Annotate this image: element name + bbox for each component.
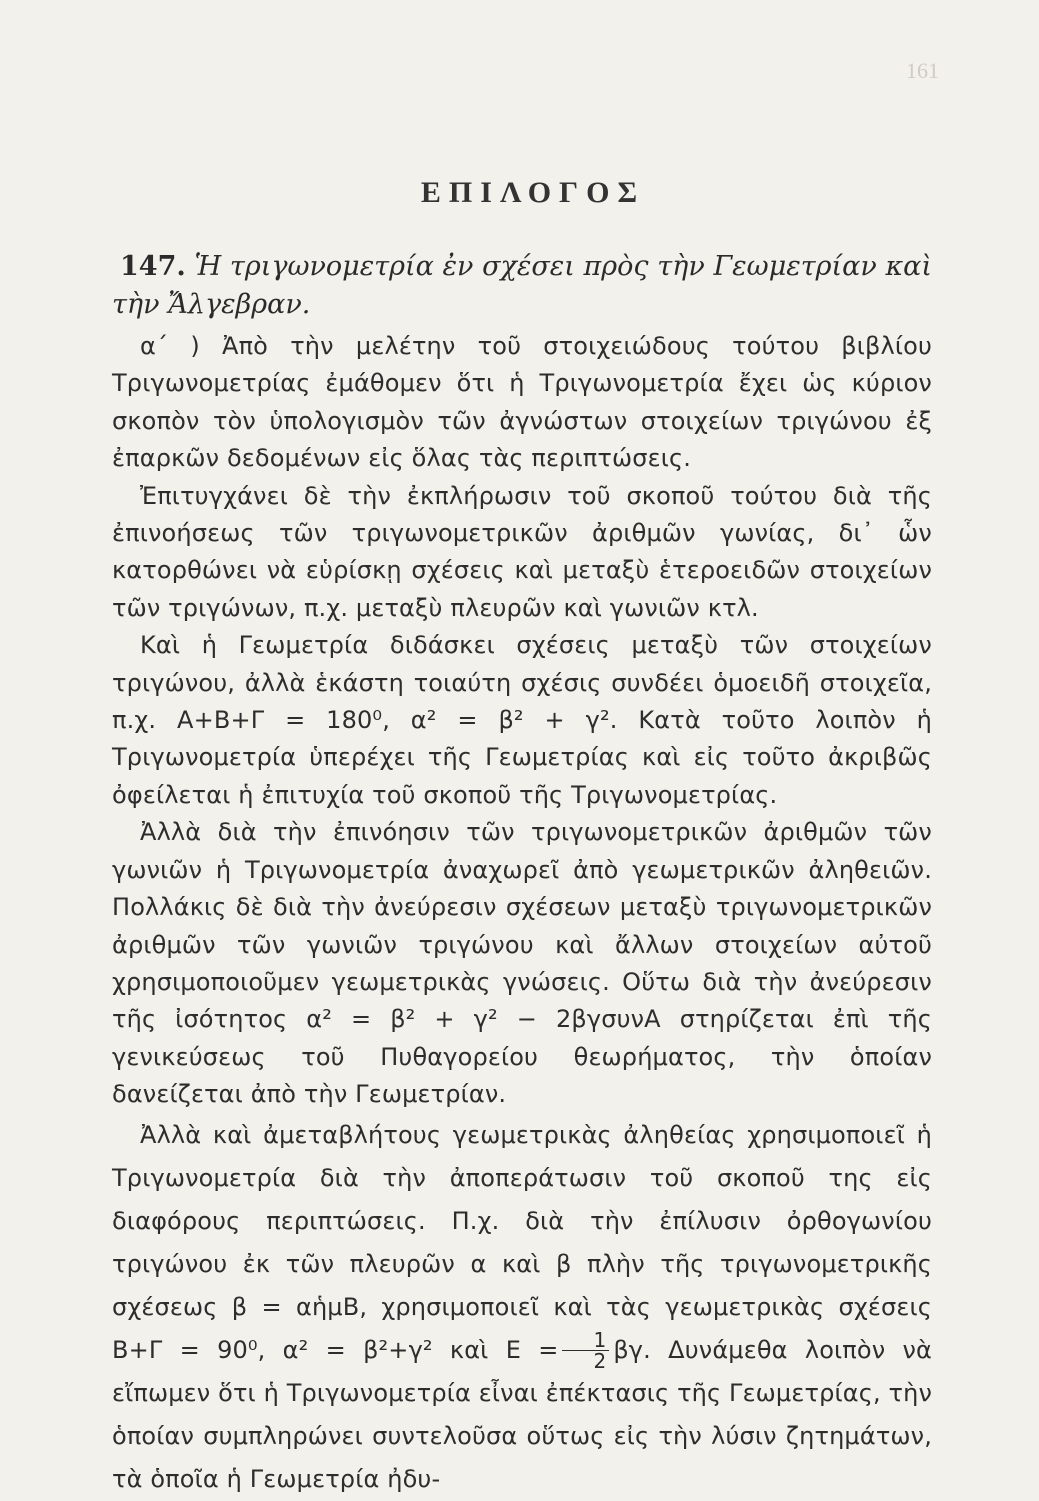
paragraph-5	[112, 1114, 932, 1501]
law-of-cosines-formula: α² = β² + γ² − 2βγσυνΑ	[306, 1005, 661, 1034]
section-number: 147.	[120, 251, 186, 282]
fraction-denominator: 2	[593, 1349, 607, 1374]
page-number: 161	[906, 58, 939, 83]
angle-sum-formula: Α+Β+Γ = 180⁰, α² = β² + γ².	[177, 706, 618, 735]
paragraph-1: α΄ ) Ἀπὸ τὴν μελέτην τοῦ στοιχειώδους τούτου βιβλίου Τριγωνομετρίας ἐμάθομεν ὅτι ἡ Τριγωνομετρία ἔχει ὡς κύριον σκοπὸν τὸν ὑπολογισμὸν τῶν ἀγνώστων στοιχείων τριγώνου ἐξ ἐπαρκῶν δεδομένων εἰς ὅλας τὰς περιπτώσεις.	[112, 332, 932, 473]
paragraph-4-text-b: στηρίζεται ἐπὶ τῆς γενικεύσεως τοῦ Πυθαγορείου θεωρήματος, τὴν ὁποίαν δανείζεται ἀπὸ τὴν Γεωμετρίαν.	[112, 1005, 932, 1109]
fraction-one-half	[562, 1328, 609, 1374]
paragraph-5-text-a: Ἀλλὰ καὶ ἀμεταβλήτους γεωμετρικὰς ἀληθείας χρησιμοποιεῖ ἡ Τριγωνομετρία διὰ τὴν ἀποπεράτωσιν τοῦ σκοποῦ της εἰς διαφόρους περιπτώσεις. Π.χ. διὰ τὴν ἐπίλυσιν ὀρθογωνίου τριγώνου ἐκ τῶν πλευρῶν α καὶ β πλὴν τῆς τριγωνομετρικῆς σχέσεως	[112, 1120, 932, 1321]
paragraph-2: Ἐπιτυγχάνει δὲ τὴν ἐκπλήρωσιν τοῦ σκοποῦ τούτου διὰ τῆς ἐπινοήσεως τῶν τριγωνομετρικῶν ἀριθμῶν γωνίας, δι᾿ ὧν κατορθώνει νὰ εὑρίσκῃ σχέσεις καὶ μεταξὺ ἑτεροειδῶν στοιχείων τῶν τριγώνων, π.χ. μεταξὺ πλευρῶν καὶ γωνιῶν κτλ.	[112, 481, 932, 622]
paragraph-4	[112, 814, 932, 1113]
chapter-title: ΕΠΙΛΟΓΟΣ	[420, 176, 646, 209]
area-formula	[505, 1328, 651, 1374]
paragraph-3	[112, 627, 932, 814]
area-formula-rhs: βγ.	[613, 1335, 651, 1364]
paragraph-3-text-b: Κατὰ τοῦτο λοιπὸν ἡ Τριγωνομετρία ὑπερέχει τῆς Γεωμετρίας καὶ εἰς τοῦτο ἀκριβῶς ὀφείλεται ἡ ἐπιτυχία τοῦ σκοποῦ τῆς Τριγωνομετρίας.	[112, 706, 933, 809]
fraction-numerator: 1	[562, 1330, 609, 1351]
sine-relation-formula: β = αἡμΒ,	[231, 1292, 368, 1321]
paragraph-5-text-c: καὶ	[449, 1335, 489, 1364]
right-triangle-formulas: Β+Γ = 90⁰, α² = β²+γ²	[112, 1335, 433, 1364]
section-title: Ἡ τριγωνομετρία ἐν σχέσει πρὸς τὴν Γεωμετρίαν καὶ τὴν Ἄλγεβραν.	[112, 251, 932, 320]
section-heading	[112, 248, 932, 324]
paragraph-3-text-a: Καὶ ἡ Γεωμετρία διδάσκει σχέσεις μεταξὺ τῶν στοιχείων τριγώνου, ἀλλὰ ἑκάστη τοιαύτη σχέσις συνδέει ὁμοειδῆ στοιχεῖα, π.χ.	[112, 631, 932, 735]
area-formula-lhs: Ε =	[505, 1335, 559, 1364]
paragraph-5-text-d: Δυνάμεθα λοιπὸν νὰ εἴπωμεν ὅτι ἡ Τριγωνομετρία εἶναι ἐπέκτασις τῆς Γεωμετρίας, τὴν ὁποίαν συμπληρώνει συντελοῦσα οὕτως εἰς τὴν λύσιν ζητημάτων, τὰ ὁποῖα ἡ Γεωμετρία ἠδυ-	[112, 1335, 933, 1493]
paragraph-4-text-a: Ἀλλὰ διὰ τὴν ἐπινόησιν τῶν τριγωνομετρικῶν ἀριθμῶν τῶν γωνιῶν ἡ Τριγωνομετρία ἀναχωρεῖ ἀπὸ γεωμετρικῶν ἀληθειῶν. Πολλάκις δὲ διὰ τὴν ἀνεύρεσιν σχέσεων μεταξὺ τριγωνομετρικῶν ἀριθμῶν τῶν γωνιῶν τριγώνου καὶ ἄλλων στοιχείων αὐτοῦ χρησιμοποιοῦμεν γεωμετρικὰς γνώσεις. Οὕτω διὰ τὴν ἀνεύρεσιν τῆς ἰσότητος	[112, 818, 932, 1034]
page-content	[112, 170, 932, 1501]
paragraph-5-text-b: χρησιμοποιεῖ καὶ τὰς γεωμετρικὰς σχέσεις	[381, 1292, 933, 1321]
